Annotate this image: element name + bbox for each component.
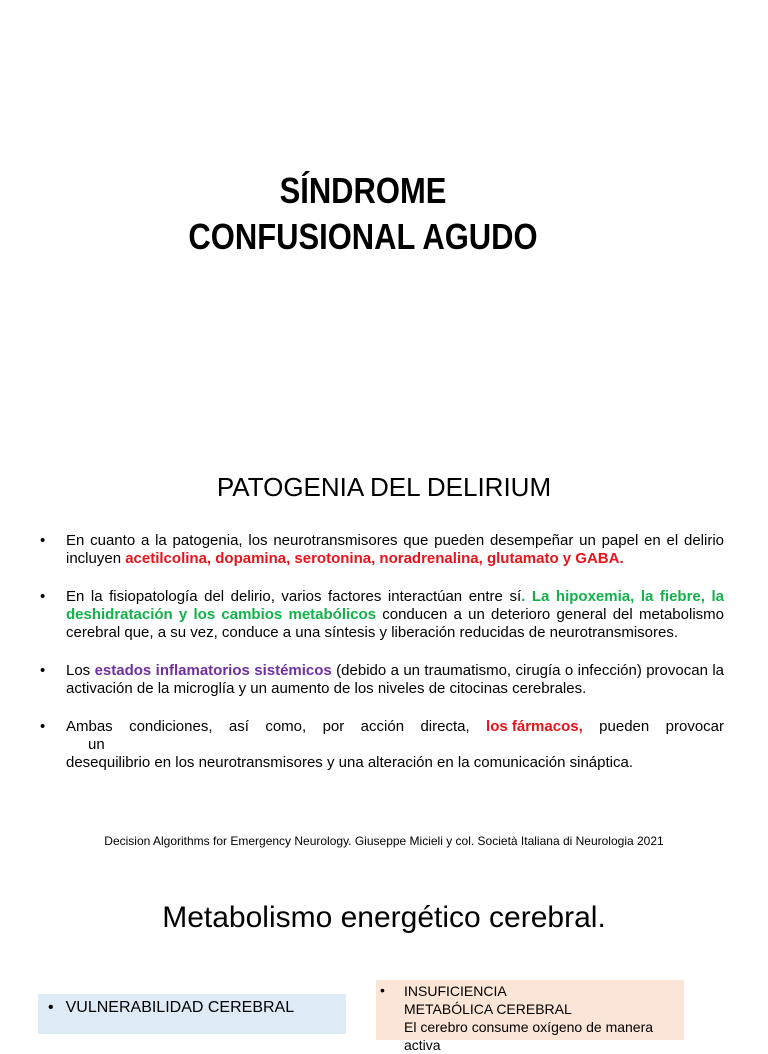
- bullet-highlight-red: acetilcolina, dopamina, serotonina, noradrenalina, glutamato y GABA.: [125, 550, 624, 567]
- bullet-text-after: (debido a un traumatismo, cirugía o infección) provocan la activación de la microglía y un aumento de los niveles de citocinas cerebrales.: [66, 662, 724, 697]
- bullet-icon: •: [40, 532, 46, 549]
- vulnerabilidad-box: [38, 994, 346, 1034]
- bullet-fisiopatologia: [40, 588, 724, 642]
- bullet-text: Los: [66, 662, 95, 679]
- word: directa,: [420, 718, 470, 735]
- bullet-highlight-green: . La hipoxemia, la fiebre, la deshidratación y los cambios metabólicos: [66, 588, 724, 623]
- bullet-icon: •: [380, 982, 385, 998]
- bullet-inflamatorios: [40, 662, 724, 698]
- vulnerabilidad-item: [48, 999, 294, 1017]
- word: acción: [360, 718, 405, 735]
- bullet-neurotransmisores: [40, 532, 724, 568]
- word: provocar: [665, 718, 724, 735]
- word: Ambas: [66, 718, 113, 735]
- bullet-icon: •: [40, 662, 46, 679]
- bullet-highlight-red: los fármacos,: [486, 718, 583, 735]
- section-title-patogenia: PATOGENIA DEL DELIRIUM: [216, 472, 552, 502]
- word: como,: [265, 718, 307, 735]
- bullet-icon: •: [40, 718, 46, 735]
- insuficiencia-line-2: METABÓLICA CEREBRAL: [404, 1001, 572, 1017]
- word: condiciones,: [129, 718, 213, 735]
- citation: Decision Algorithms for Emergency Neurology. Giuseppe Micieli y col. Società Italiana di Neurologia 2021: [104, 834, 664, 848]
- bullet-icon: •: [48, 999, 54, 1016]
- bullet-text: En cuanto a la patogenia, los neurotransmisores que pueden desempeñar un papel en el delirio incluyen: [66, 532, 724, 567]
- bullet-line-3: desequilibrio en los neurotransmisores y una alteración en la comunicación sináptica.: [66, 754, 633, 771]
- title-line-1: SÍNDROME: [279, 170, 447, 211]
- word: por: [322, 718, 345, 735]
- bullet-line-1: [66, 718, 724, 736]
- bullet-text: En la fisiopatología del delirio, varios factores interactúan entre sí: [66, 588, 522, 605]
- section-title-metabolismo: Metabolismo energético cerebral.: [162, 901, 606, 934]
- slide-title-sindrome: [51, 168, 675, 260]
- bullet-text-after: conducen a un deterioro general del metabolismo cerebral que, a su vez, conduce a una síntesis y liberación reducidas de neurotransmisores.: [66, 606, 724, 641]
- bullet-highlight-purple: estados inflamatorios sistémicos: [94, 662, 332, 679]
- bullet-icon: •: [40, 588, 46, 605]
- insuficiencia-box: [376, 980, 684, 1053]
- insuficiencia-partial-text: El cerebro consume oxígeno de manera activa: [404, 1019, 654, 1053]
- bullet-line-2: un: [88, 736, 105, 753]
- word: pueden: [599, 718, 650, 735]
- insuficiencia-line-1: INSUFICIENCIA: [404, 983, 507, 999]
- title-line-2: CONFUSIONAL AGUDO: [188, 216, 538, 257]
- vulnerabilidad-label: VULNERABILIDAD CEREBRAL: [65, 999, 295, 1016]
- bullet-list: [40, 532, 724, 772]
- word: así: [228, 718, 249, 735]
- insuficiencia-label: [404, 982, 572, 1018]
- bullet-farmacos: [40, 718, 724, 754]
